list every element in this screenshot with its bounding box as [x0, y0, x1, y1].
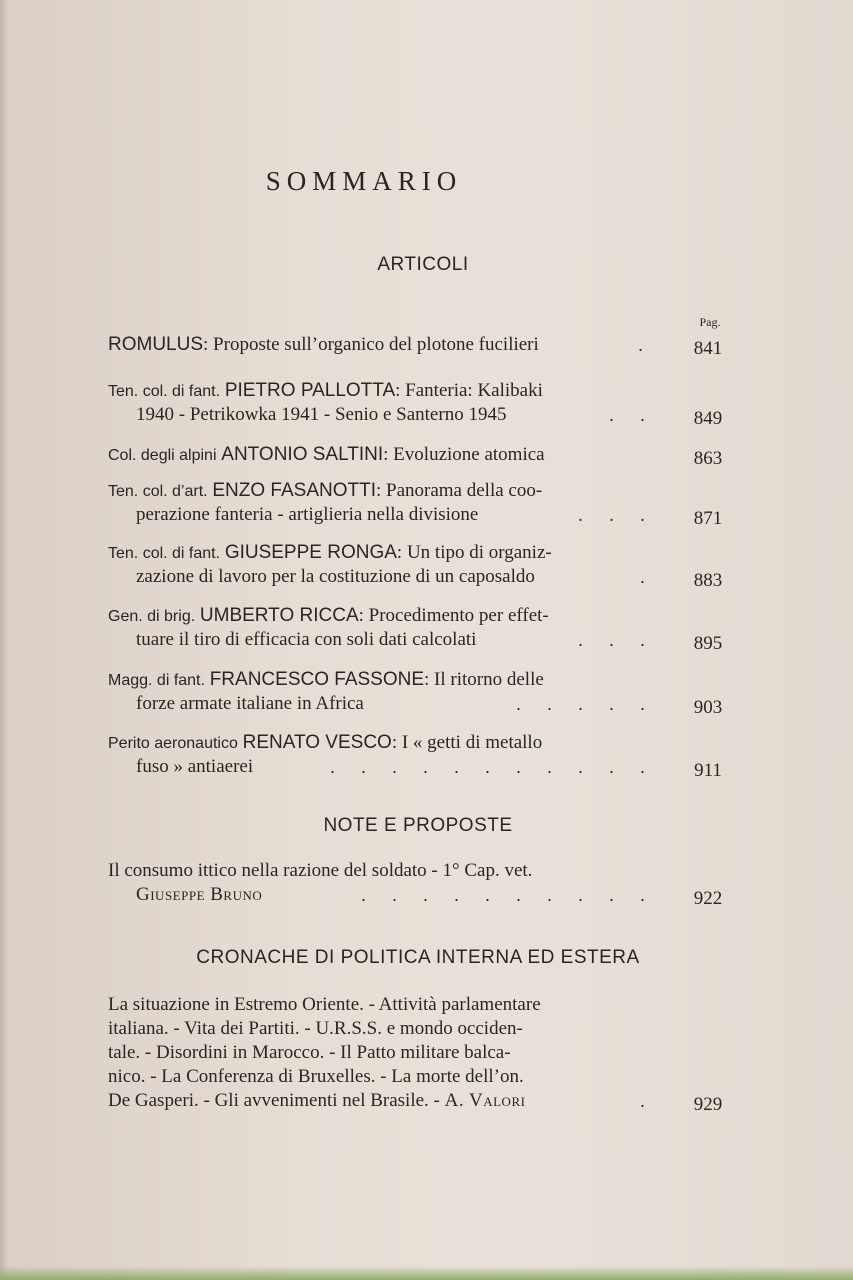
section-heading-articoli: ARTICOLI: [377, 254, 469, 275]
entry-page: 911: [694, 760, 722, 781]
entry-rank: Ten. col. di fant.: [108, 383, 221, 400]
entry-page: 849: [693, 408, 723, 429]
entry-text-line: La situazione in Estremo Oriente. - Attività parlamentare: [108, 994, 541, 1015]
entry-title: : Proposte sull’organico del plotone fucilieri: [203, 334, 539, 355]
entry-rank: Ten. col. di fant.: [108, 545, 221, 562]
entry-title-cont: perazione fanteria - artiglieria nella divisione: [136, 504, 479, 525]
entry-title-cont: fuso » antiaerei: [136, 756, 254, 777]
entry-title: : Panorama della coo-: [375, 480, 543, 501]
section-heading-note: NOTE E PROPOSTE: [323, 815, 513, 836]
entry-rank: Magg. di fant.: [108, 672, 205, 689]
entry-author: A. Valori: [444, 1090, 526, 1111]
entry-rank: Gen. di brig.: [108, 608, 196, 625]
entry-author: FRANCESCO FASSONE: [209, 669, 425, 690]
entry-text-line: nico. - La Conferenza di Bruxelles. - La morte dell’on.: [108, 1066, 524, 1087]
toc-entry: [108, 443, 728, 467]
entry-title: : Un tipo di organiz-: [396, 542, 552, 563]
entry-author: ENZO FASANOTTI: [212, 480, 376, 501]
entry-author: UMBERTO RICCA: [199, 605, 359, 626]
entry-author: RENATO VESCO: [242, 732, 392, 753]
toc-entry: [108, 993, 728, 1113]
entry-title-cont: 1940 - Petrikowka 1941 - Senio e Santerno 1945: [136, 404, 507, 425]
entry-author: Giuseppe Bruno: [136, 884, 263, 905]
entry-title: Il consumo ittico nella razione del soldato - 1° Cap. vet.: [108, 860, 533, 881]
entry-title: : Il ritorno delle: [424, 669, 544, 690]
page-bottom-edge: [0, 1266, 853, 1280]
entry-page: 871: [693, 508, 723, 529]
toc-entry: [108, 859, 728, 907]
toc-entry: [108, 541, 728, 589]
toc-entry: [108, 479, 728, 527]
toc-entry: [108, 333, 728, 357]
leader-dots: .: [638, 335, 643, 355]
toc-entry: [108, 604, 728, 652]
entry-page: 883: [693, 570, 723, 591]
entry-title: : Evoluzione atomica: [383, 444, 545, 465]
entry-author: GIUSEPPE RONGA: [224, 542, 397, 563]
entry-title: : Procedimento per effet-: [358, 605, 549, 626]
entry-rank: Col. degli alpini: [108, 447, 217, 464]
leader-dots: .: [640, 1091, 645, 1111]
leader-dots: .: [640, 567, 645, 587]
leader-dots: . .: [609, 405, 645, 425]
entry-text-line: tale. - Disordini in Marocco. - Il Patto militare balca-: [108, 1042, 511, 1063]
toc-entry: [108, 731, 728, 779]
page-column-label: Pag.: [699, 315, 721, 329]
leader-dots: . . . . . . . . . .: [361, 885, 645, 905]
entry-author: PIETRO PALLOTTA: [224, 380, 396, 401]
entry-page: 895: [693, 633, 723, 654]
entry-title-cont: forze armate italiane in Africa: [136, 693, 364, 714]
toc-entry: [108, 379, 728, 427]
leader-dots: . . .: [578, 505, 645, 525]
section-heading-cronache: CRONACHE DI POLITICA INTERNA ED ESTERA: [196, 947, 640, 968]
leader-dots: . . . . .: [516, 694, 645, 714]
entry-title-cont: zazione di lavoro per la costituzione di un caposaldo: [136, 566, 535, 587]
entry-page: 863: [693, 448, 723, 469]
leader-dots: . . .: [578, 630, 645, 650]
page-title: SOMMARIO: [265, 166, 463, 196]
leader-dots: . . . . . . . . . . .: [330, 757, 645, 777]
entry-rank: Ten. col. d’art.: [108, 483, 208, 500]
entry-page: 929: [693, 1094, 723, 1115]
entry-text-line: De Gasperi. - Gli avvenimenti nel Brasile. -: [108, 1090, 440, 1111]
entry-page: 922: [693, 888, 723, 909]
entry-author: ANTONIO SALTINI: [221, 444, 384, 465]
entry-title-cont: tuare il tiro di efficacia con soli dati calcolati: [136, 629, 477, 650]
toc-entry: [108, 668, 728, 716]
entry-page: 841: [693, 338, 723, 359]
entry-title: : I « getti di metallo: [391, 732, 543, 753]
entry-title: : Fanteria: Kalibaki: [395, 380, 543, 401]
entry-author: ROMULUS: [108, 334, 204, 355]
entry-rank: Perito aeronautico: [108, 735, 238, 752]
entry-text-line: italiana. - Vita dei Partiti. - U.R.S.S. e mondo occiden-: [108, 1018, 523, 1039]
entry-page: 903: [693, 697, 723, 718]
